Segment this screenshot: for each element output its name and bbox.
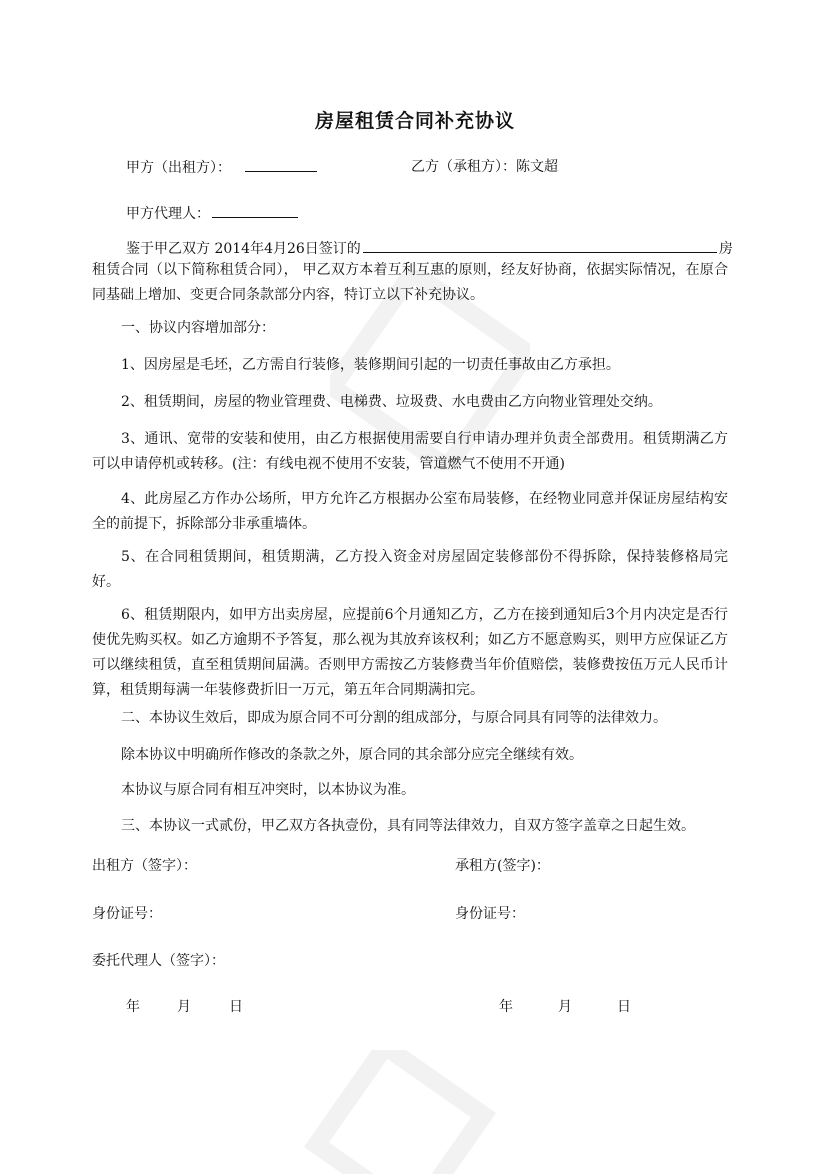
agent-signature-label: 委托代理人（签字）： (92, 953, 225, 969)
intro-first-line (126, 238, 733, 259)
conflict-paragraph: 本协议与原合同有相互冲突时，以本协议为准。 (121, 782, 415, 798)
right-date-day: 日 (617, 999, 631, 1015)
lessor-id-label: 身份证号： (92, 906, 162, 922)
clause-5: 5、在合同租赁期间，租赁期满，乙方投入资金对房屋固定装修部份不得拆除，保持装修格局完好。 (92, 549, 728, 590)
lessor-signature-label: 出租方（签字）： (92, 858, 197, 874)
left-date-year: 年 (126, 999, 140, 1015)
agent-row (126, 203, 298, 224)
clause-3: 3、通讯、宽带的安装和使用，由乙方根据使用需要自行申请办理并负责全部费用。租赁期满乙方可以申请停机或转移。(注：有线电视不使用不安装，管道燃气不使用不开通) (92, 431, 728, 472)
section-3: 三、本协议一式贰份，甲乙双方各执壹份，具有同等法律效力，自双方签字盖章之日起生效。 (121, 818, 695, 834)
party-b-name: 陈文超 (516, 159, 558, 175)
other-clauses-paragraph: 除本协议中明确所作修改的条款之外，原合同的其余部分应完全继续有效。 (121, 747, 583, 763)
party-a-row (126, 157, 317, 178)
agent-blank[interactable] (212, 203, 298, 218)
intro-part2: 房 (718, 241, 733, 257)
section-1-heading: 一、协议内容增加部分： (121, 320, 275, 336)
clause-1: 1、因房屋是毛坯，乙方需自行装修，装修期间引起的一切责任事故由乙方承担。 (121, 357, 620, 373)
agent-label: 甲方代理人： (126, 206, 210, 222)
clause-2: 2、租赁期间，房屋的物业管理费、电梯费、垃圾费、水电费由乙方向物业管理处交纳。 (121, 394, 662, 410)
page-title: 房屋租赁合同补充协议 (314, 110, 515, 132)
right-date-month: 月 (558, 999, 572, 1015)
contract-blank[interactable] (363, 238, 717, 253)
lessee-id-label: 身份证号： (455, 906, 525, 922)
clause-6: 6、租赁期限内，如甲方出卖房屋，应提前6个月通知乙方，乙方在接到通知后3个月内决定是否行使优先购买权。如乙方逾期不予答复，那么视为其放弃该权利；如乙方不愿意购买，则甲方应保证乙方可以继续租赁，直至租赁期间届满。否则甲方需按乙方装修费当年价值赔偿，装修费按伍万元人民币计算，租赁期每满一年装修费折旧一万元，第五年合同期满扣完。 (92, 607, 728, 698)
party-a-blank[interactable] (245, 157, 317, 172)
watermark-icon (300, 1050, 500, 1174)
left-date-month: 月 (177, 999, 191, 1015)
party-a-label: 甲方（出租方）： (126, 160, 231, 176)
section-2: 二、本协议生效后，即成为原合同不可分割的组成部分，与原合同具有同等的法律效力。 (121, 710, 667, 726)
party-b-row (411, 157, 558, 177)
right-date-year: 年 (499, 999, 513, 1015)
intro-part1: 鉴于甲乙双方 2014年4月26日签订的 (126, 241, 361, 257)
lessee-signature-label: 承租方(签字)： (455, 858, 550, 874)
left-date-day: 日 (229, 999, 243, 1015)
intro-rest: 租赁合同（以下简称租赁合同）， 甲乙双方本着互利互惠的原则，经友好协商，依据实际情况，在原合同基础上增加、变更合同条款部分内容，特订立以下补充协议。 (92, 262, 728, 303)
party-b-label: 乙方（承租方）： (411, 159, 516, 175)
clause-4: 4、此房屋乙方作办公场所，甲方允许乙方根据办公室布局装修，在经物业同意并保证房屋结构安全的前提下，拆除部分非承重墙体。 (92, 491, 728, 532)
